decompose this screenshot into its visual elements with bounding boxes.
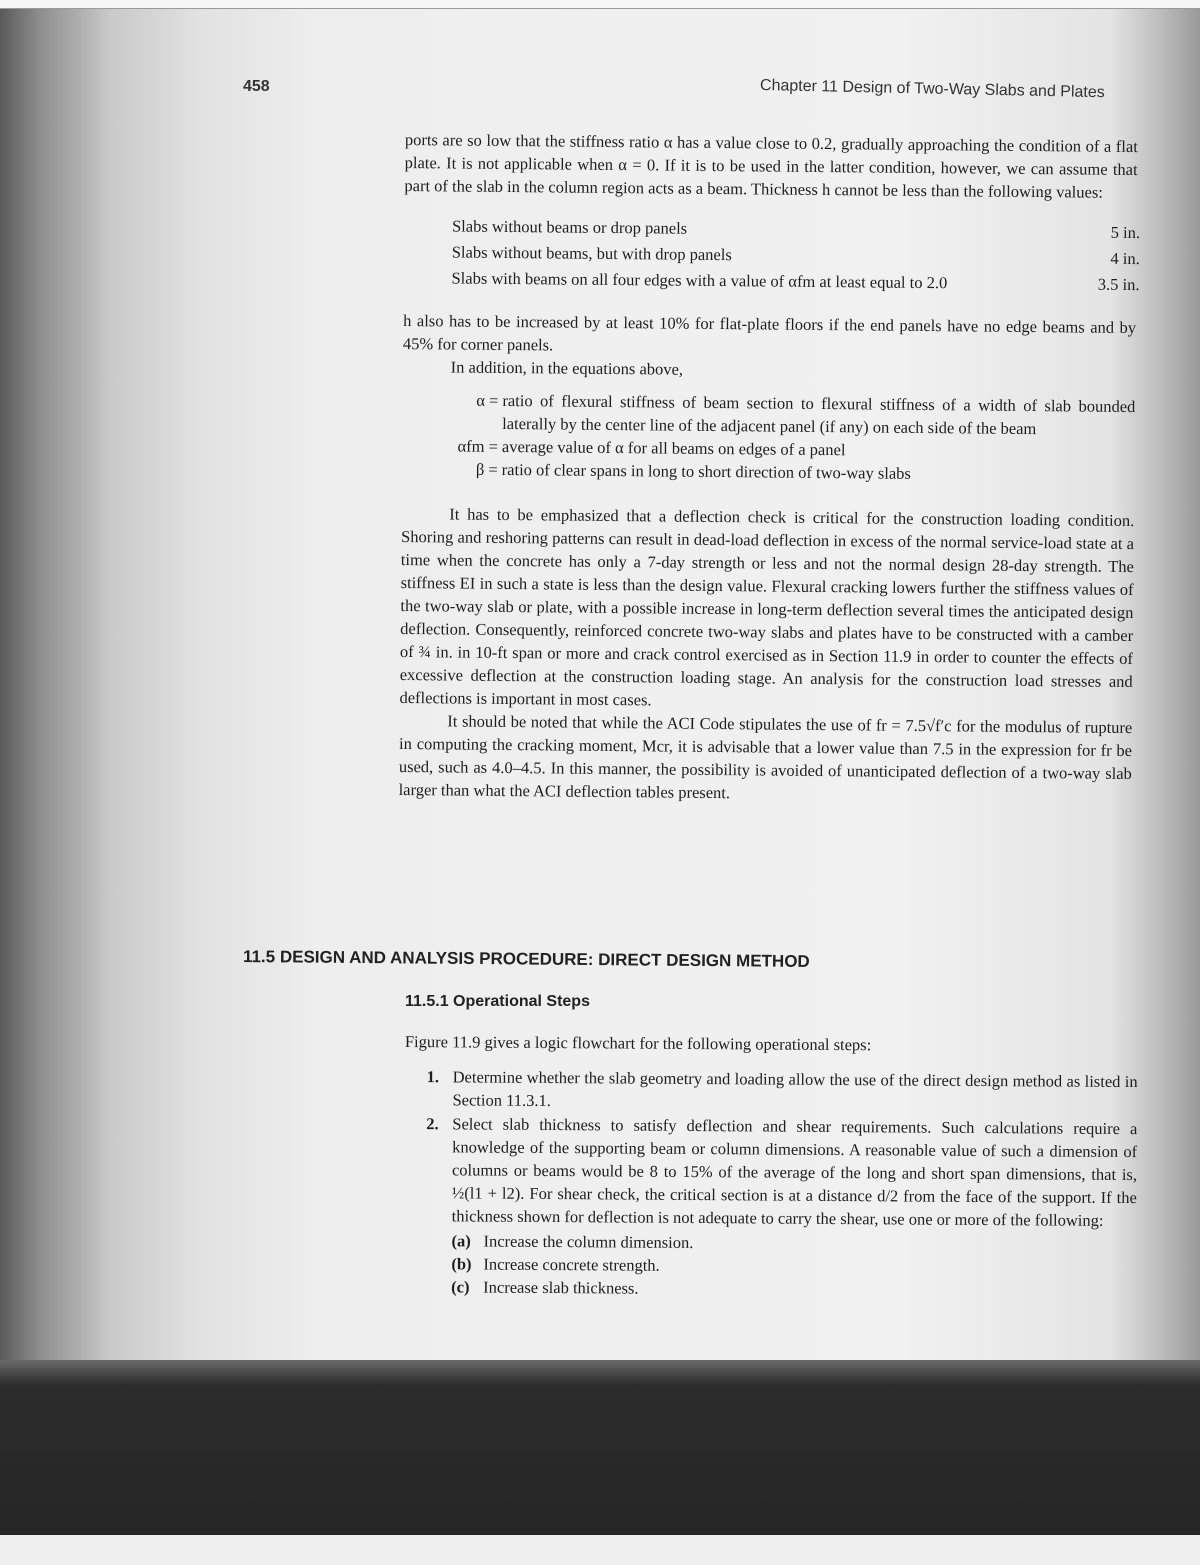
definition-text: average value of α for all beams on edges of a panel [501, 436, 846, 460]
steps-list [403, 1065, 1138, 1303]
thickness-row [451, 265, 1139, 298]
bottom-edge [0, 1535, 1200, 1565]
body-text-upper [398, 128, 1141, 808]
step-text: Determine whether the slab geometry and loading allow the use of the direct design method as listed in Section 11.3.1. [452, 1067, 1138, 1111]
thickness-label: Slabs without beams, but with drop panels [451, 242, 732, 265]
definitions-list [450, 388, 1136, 487]
body-text-lower [403, 1030, 1138, 1304]
page-number: 458 [243, 78, 270, 95]
step-text: Select slab thickness to satisfy deflection and shear requirements. Such calculations require a knowledge of the supporting beam or column dimensions. A reasonable value of such a dimension of columns or beams would be 8 to 15% of the average of the long and short span dimensions, that is, ½(l1 + l2). For shear check, the critical section is at a distance d/2 from the face of the support. If the thickness shown for deflection is not adequate to carry the shear, use one or more of the following: [451, 1114, 1138, 1230]
definition-symbol: α = [476, 390, 499, 410]
paragraph: h also has to be increased by at least 10% for flat-plate floors if the end panels have no edge beams and by 45% for corner panels. [402, 310, 1137, 355]
sub-step-label: (b) [451, 1254, 472, 1274]
section-intro: Figure 11.9 gives a logic flowchart for the following operational steps: [404, 1032, 872, 1055]
thickness-label: Slabs without beams or drop panels [451, 216, 688, 238]
sub-step-label: (c) [451, 1277, 470, 1297]
paragraph: In addition, in the equations above, [450, 357, 684, 379]
step-body [451, 1112, 1137, 1303]
section-heading: 11.5 DESIGN AND ANALYSIS PROCEDURE: DIRECT DESIGN METHOD [242, 947, 810, 971]
thickness-label: Slabs with beams on all four edges with a value of αfm at least equal to 2.0 [451, 268, 948, 293]
sub-steps-list [451, 1229, 1136, 1303]
definition-text: ratio of flexural stiffness of beam section to flexural stiffness of a width of slab bounded laterally by the center line of the adjacent panel (if any) on each side of the beam [502, 390, 1136, 439]
paragraph: It has to be emphasized that a deflection check is critical for the construction loading condition. Shoring and reshoring patterns can result in dead-load deflection in excess of the normal service-load state at a time when the concrete has only a 7-day strength or less and not the normal design 28-day strength. The stiffness EI in such a state is less than the design value. Flexural cracking lowers further the stiffness values of the two-way slab or plate, with a possible increase in long-term deflection several times the anticipated design deflection. Consequently, reinforced concrete two-way slabs and plates have to be constructed with a camber of ¾ in. in 10-ft span or more and crack control exercised as in Section 11.9 in order to counter the effects of excessive deflection at the construction loading stage. An analysis for the construction load stresses and deflections is important in most cases. [399, 504, 1135, 710]
definition-item [450, 388, 1135, 441]
thickness-value: 4 in. [1110, 248, 1140, 269]
definition-symbol: αfm = [457, 436, 499, 456]
paragraph: ports are so low that the stiffness ratio α has a value close to 0.2, gradually approaching the condition of a flat plate. It is not applicable when α = 0. If it is to be used in the latter condition, however, we can assume that part of the slab in the column region acts as a beam. Thickness h cannot be less than the following values: [404, 129, 1138, 202]
scanner-shadow-band [0, 1360, 1200, 1535]
top-edge [0, 0, 1200, 9]
step-item [426, 1065, 1137, 1116]
step-number: 2. [426, 1114, 439, 1134]
sub-step-text: Increase concrete strength. [483, 1254, 660, 1275]
step-item [425, 1112, 1137, 1303]
sub-step-text: Increase the column dimension. [483, 1231, 694, 1253]
definition-text: ratio of clear spans in long to short direction of two-way slabs [501, 459, 912, 483]
thickness-table [451, 213, 1140, 298]
definition-symbol: β = [475, 459, 498, 479]
subsection-heading: 11.5.1 Operational Steps [405, 993, 590, 1010]
thickness-value: 5 in. [1110, 222, 1141, 243]
step-number: 1. [426, 1067, 440, 1087]
sub-step-label: (a) [451, 1231, 471, 1251]
thickness-value: 3.5 in. [1097, 274, 1140, 295]
sub-step-text: Increase slab thickness. [483, 1277, 639, 1298]
paragraph: It should be noted that while the ACI Code stipulates the use of fr = 7.5√f′c for the modulus of rupture in computing the cracking moment, Mcr, it is advisable that a lower value than 7.5 in the expression for fr be used, such as 4.0–4.5. In this manner, the possibility is avoided of unanticipated deflection of a two-way slab larger than what the ACI deflection tables present. [398, 711, 1133, 803]
sub-step-item [451, 1275, 1136, 1303]
running-head: Chapter 11 Design of Two-Way Slabs and Plates [759, 77, 1105, 102]
